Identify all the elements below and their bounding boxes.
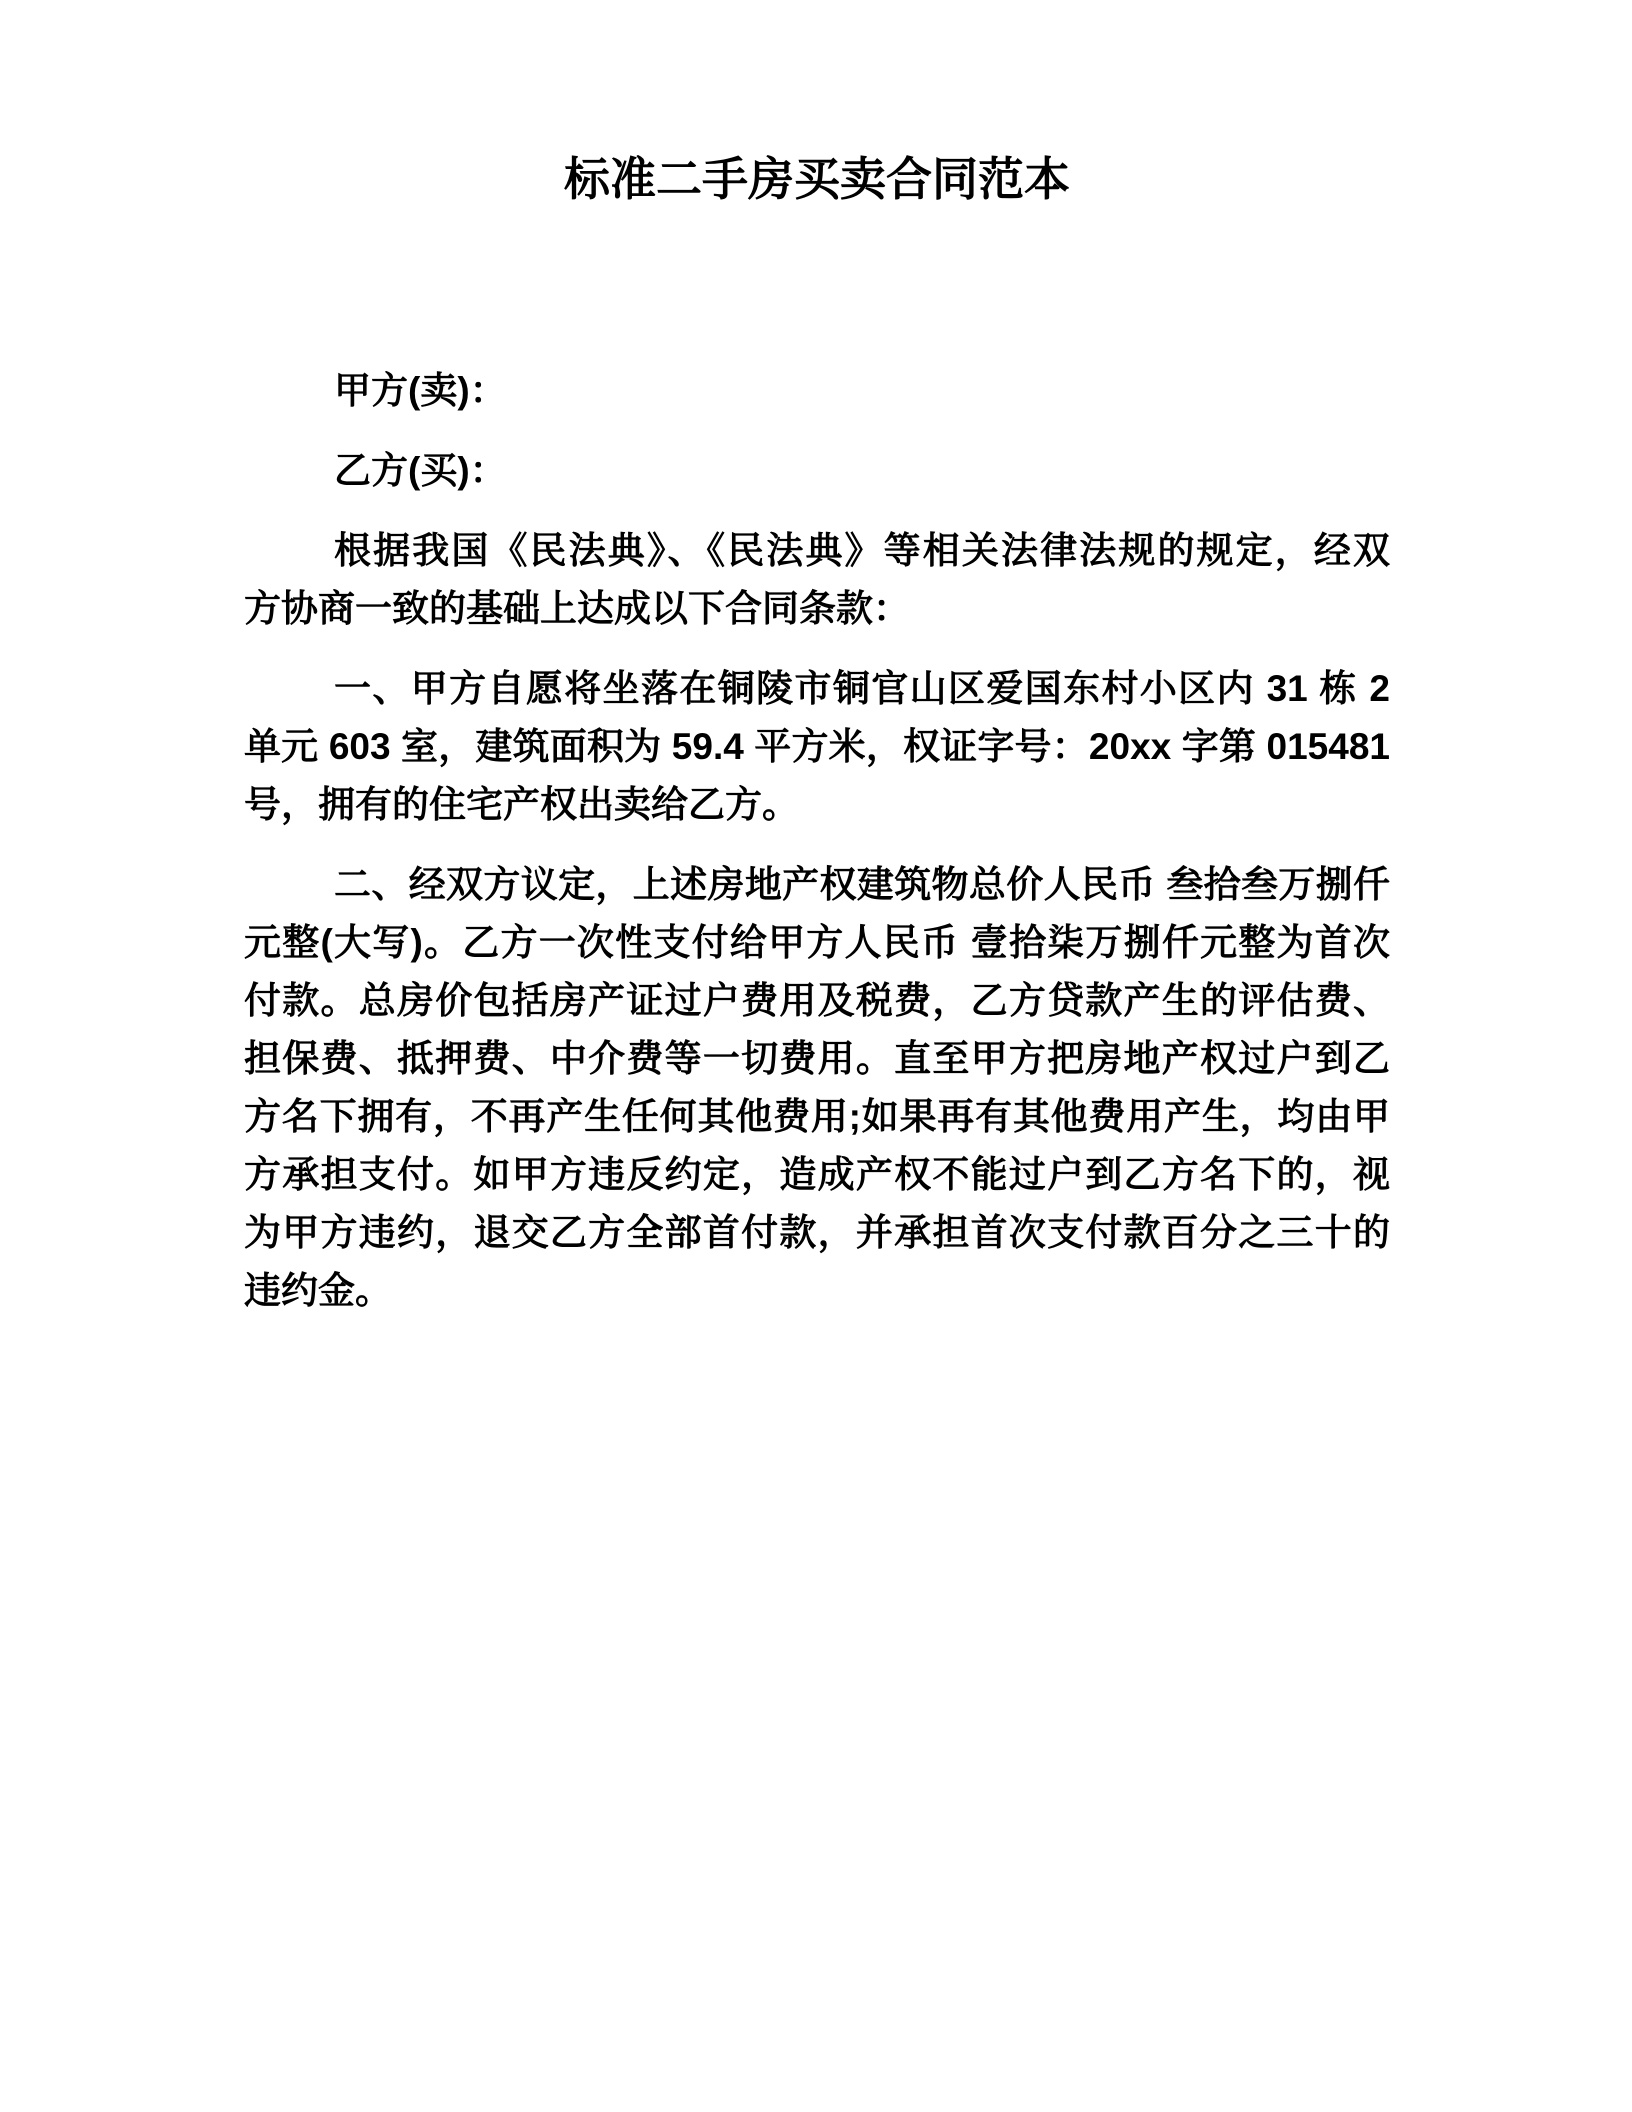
paragraph (244, 362, 1390, 420)
paragraph-line: 根据我国《民法典》、《民法典》等相关法律法规的规定，经双 (334, 530, 1390, 571)
paragraph-line: 乙方(买)： (334, 450, 507, 491)
paragraph-line: 付款。总房价包括房产证过户费用及税费，乙方贷款产生的评估费、 (244, 980, 1390, 1021)
paragraph (244, 522, 1390, 638)
paragraph-line: 担保费、抵押费、中介费等一切费用。直至甲方把房地产权过户到乙 (244, 1038, 1390, 1079)
paragraph (244, 856, 1390, 1320)
paragraph-line: 违约金。 (244, 1270, 392, 1311)
paragraph-line: 方协商一致的基础上达成以下合同条款： (244, 588, 910, 629)
paragraph-line: 号，拥有的住宅产权出卖给乙方。 (244, 784, 799, 825)
paragraph-line: 为甲方违约，退交乙方全部首付款，并承担首次支付款百分之三十的 (244, 1212, 1390, 1253)
paragraph-line: 方承担支付。如甲方违反约定，造成产权不能过户到乙方名下的，视 (244, 1154, 1390, 1195)
paragraph-line: 一、甲方自愿将坐落在铜陵市铜官山区爱国东村小区内 31 栋 2 (334, 668, 1390, 709)
paragraph-line: 单元 603 室，建筑面积为 59.4 平方米，权证字号：20xx 字第 015481 (244, 726, 1390, 767)
paragraph-line: 元整(大写)。乙方一次性支付给甲方人民币 壹拾柒万捌仟元整为首次 (244, 922, 1390, 963)
document-body (244, 362, 1390, 1320)
paragraph-line: 二、经双方议定，上述房地产权建筑物总价人民币 叁拾叁万捌仟 (334, 864, 1390, 905)
document-title: 标准二手房买卖合同范本 (564, 153, 1070, 205)
paragraph (244, 442, 1390, 500)
paragraph-line: 甲方(卖)： (334, 370, 507, 411)
paragraph-line: 方名下拥有，不再产生任何其他费用;如果再有其他费用产生，均由甲 (244, 1096, 1390, 1137)
paragraph (244, 660, 1390, 834)
